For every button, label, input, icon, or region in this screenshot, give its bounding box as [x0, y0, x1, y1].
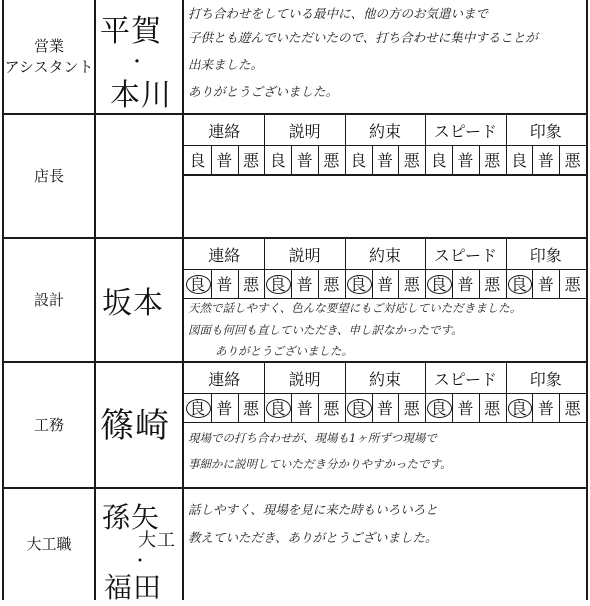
rating-option[interactable]: 普	[216, 399, 233, 418]
rating-option[interactable]: 良	[189, 275, 206, 294]
grid-line	[452, 393, 453, 422]
comment-works-line-2: 事細かに説明していただき分かりやすかったです。	[188, 457, 452, 471]
rating-grid-manager	[184, 115, 586, 175]
grid-line	[345, 363, 346, 422]
signature-design: 坂本	[102, 286, 164, 321]
selection-circle	[347, 275, 372, 294]
grid-line	[532, 269, 533, 298]
rating-category: 連絡	[208, 369, 241, 389]
grid-line	[184, 269, 586, 270]
grid-line	[211, 145, 212, 174]
rating-option[interactable]: 普	[376, 399, 393, 418]
rating-option[interactable]: 普	[457, 275, 474, 294]
grid-line	[184, 298, 586, 299]
rating-option[interactable]: 普	[216, 275, 233, 294]
grid-line	[452, 269, 453, 298]
rating-option[interactable]: 悪	[323, 275, 340, 294]
grid-line	[506, 115, 507, 174]
rating-option[interactable]: 良	[269, 151, 286, 170]
grid-line	[318, 393, 319, 422]
grid-line	[479, 393, 480, 422]
rating-option[interactable]: 悪	[564, 399, 581, 418]
grid-line	[372, 269, 373, 298]
grid-line	[291, 393, 292, 422]
grid-line	[452, 145, 453, 174]
rating-option[interactable]: 普	[296, 151, 313, 170]
grid-line	[184, 393, 586, 394]
grid-line	[264, 363, 265, 422]
rating-option[interactable]: 良	[430, 151, 447, 170]
selection-circle	[347, 399, 372, 418]
rating-option[interactable]: 普	[296, 399, 313, 418]
grid-line	[238, 393, 239, 422]
rating-option[interactable]: 悪	[564, 275, 581, 294]
rating-option[interactable]: 良	[510, 151, 527, 170]
rating-category: スピード	[433, 369, 498, 389]
signature-carpenter-dot: ・	[132, 551, 150, 570]
signature-sales-2: 本川	[110, 78, 172, 113]
rating-option[interactable]: 悪	[564, 151, 581, 170]
rating-option[interactable]: 普	[376, 151, 393, 170]
grid-line	[264, 115, 265, 174]
rating-option[interactable]: 普	[216, 151, 233, 170]
rating-option[interactable]: 悪	[403, 399, 420, 418]
rating-option[interactable]: 良	[510, 275, 527, 294]
grid-line	[532, 145, 533, 174]
grid-line	[532, 393, 533, 422]
rating-option[interactable]: 悪	[242, 275, 259, 294]
comment-sales-line-4: ありがとうございました。	[188, 84, 339, 99]
selection-circle	[266, 399, 291, 418]
comment-sales-line-1: 打ち合わせをしている最中に、他の方のお気遣いまで	[188, 6, 489, 21]
rating-category: 約束	[368, 369, 401, 389]
rating-option[interactable]: 悪	[403, 275, 420, 294]
rating-option[interactable]: 良	[269, 275, 286, 294]
rating-grid-design	[184, 239, 586, 299]
rating-category: スピード	[433, 245, 498, 265]
grid-line	[479, 145, 480, 174]
role-column-divider	[94, 0, 96, 600]
grid-line	[372, 145, 373, 174]
role-label-design: 設計	[33, 290, 64, 309]
rating-category: 説明	[288, 121, 321, 141]
comment-works-line-1: 現場での打ち合わせが、現場も1ヶ所ずつ現場で	[188, 431, 437, 445]
rating-option[interactable]: 悪	[484, 151, 501, 170]
signature-carpenter-3: 福田	[104, 571, 163, 604]
comment-sales-line-3: 出来ました。	[188, 57, 264, 72]
grid-line	[211, 393, 212, 422]
rating-option[interactable]: 普	[457, 151, 474, 170]
rating-option[interactable]: 良	[269, 399, 286, 418]
comment-sales-line-2: 子供とも遊んでいただいたので、打ち合わせに集中することが	[188, 30, 538, 45]
selection-circle	[266, 275, 291, 294]
grid-line	[211, 269, 212, 298]
rating-option[interactable]: 普	[296, 275, 313, 294]
rating-option[interactable]: 悪	[403, 151, 420, 170]
grid-line	[425, 239, 426, 298]
rating-option[interactable]: 普	[376, 275, 393, 294]
grid-line	[184, 422, 586, 423]
rating-option[interactable]: 悪	[242, 151, 259, 170]
rating-category: 連絡	[208, 121, 241, 141]
comment-carpenter-line-2: 教えていただき、ありがとうございました。	[188, 530, 438, 545]
rating-category: 印象	[529, 369, 562, 389]
grid-line	[506, 363, 507, 422]
signature-column-divider	[182, 0, 184, 600]
grid-line	[398, 393, 399, 422]
comment-carpenter-line-1: 話しやすく、現場を見に来た時もいろいろと	[188, 502, 438, 517]
rating-category: スピード	[433, 121, 498, 141]
selection-circle	[427, 399, 452, 418]
grid-line	[318, 269, 319, 298]
rating-category: 約束	[368, 121, 401, 141]
grid-line	[559, 393, 560, 422]
rating-option[interactable]: 悪	[323, 399, 340, 418]
grid-line	[264, 239, 265, 298]
rating-option[interactable]: 良	[430, 275, 447, 294]
signature-sales-1: 平賀	[100, 14, 162, 49]
rating-option[interactable]: 良	[510, 399, 527, 418]
grid-line	[345, 115, 346, 174]
grid-line	[425, 115, 426, 174]
grid-line	[291, 269, 292, 298]
rating-option[interactable]: 良	[350, 275, 367, 294]
selection-circle	[508, 275, 533, 294]
right-border	[586, 0, 588, 600]
rating-category: 印象	[529, 121, 562, 141]
rating-option[interactable]: 普	[457, 399, 474, 418]
signature-carpenter-2: 大工	[138, 530, 176, 551]
grid-line	[291, 145, 292, 174]
role-label-manager: 店長	[33, 166, 64, 185]
grid-line	[425, 363, 426, 422]
rating-category: 連絡	[208, 245, 241, 265]
rating-option[interactable]: 悪	[484, 275, 501, 294]
role-label-works: 工務	[33, 415, 64, 434]
rating-option[interactable]: 良	[430, 399, 447, 418]
rating-option[interactable]: 良	[189, 151, 206, 170]
rating-option[interactable]: 悪	[484, 399, 501, 418]
rating-category: 約束	[368, 245, 401, 265]
grid-line	[559, 269, 560, 298]
rating-option[interactable]: 悪	[323, 151, 340, 170]
selection-circle	[427, 275, 452, 294]
role-label-sales: 営業 アシスタント	[4, 37, 94, 76]
comment-design-line-3: ありがとうございました。	[215, 344, 353, 358]
rating-option[interactable]: 悪	[242, 399, 259, 418]
signature-works: 篠崎	[100, 406, 170, 446]
rating-option[interactable]: 普	[537, 275, 554, 294]
role-label-carpenter: 大工職	[26, 535, 72, 554]
rating-option[interactable]: 普	[537, 399, 554, 418]
rating-category: 説明	[288, 369, 321, 389]
rating-option[interactable]: 普	[537, 151, 554, 170]
rating-option[interactable]: 良	[350, 151, 367, 170]
rating-option[interactable]: 良	[350, 399, 367, 418]
grid-line	[372, 393, 373, 422]
comment-design-line-1: 天然で話しやすく、色んな要望にもご対応していただきました。	[188, 301, 522, 315]
rating-category: 印象	[529, 245, 562, 265]
rating-grid-works	[184, 363, 586, 425]
rating-category: 説明	[288, 245, 321, 265]
grid-line	[238, 269, 239, 298]
signature-sales-dot: ・	[128, 52, 147, 73]
selection-circle	[508, 399, 533, 418]
grid-line	[398, 145, 399, 174]
grid-line	[479, 269, 480, 298]
grid-line	[559, 145, 560, 174]
rating-option[interactable]: 良	[189, 399, 206, 418]
grid-line	[398, 269, 399, 298]
comment-design-line-2: 図面も何回も直していただき、申し訳なかったです。	[188, 323, 463, 337]
manager-grid-bottom	[184, 175, 586, 176]
grid-line	[345, 239, 346, 298]
grid-line	[238, 145, 239, 174]
selection-circle	[186, 275, 211, 294]
grid-line	[184, 145, 586, 146]
selection-circle	[186, 399, 211, 418]
signature-carpenter-1: 孫矢	[102, 501, 161, 534]
grid-line	[506, 239, 507, 298]
grid-line	[318, 145, 319, 174]
